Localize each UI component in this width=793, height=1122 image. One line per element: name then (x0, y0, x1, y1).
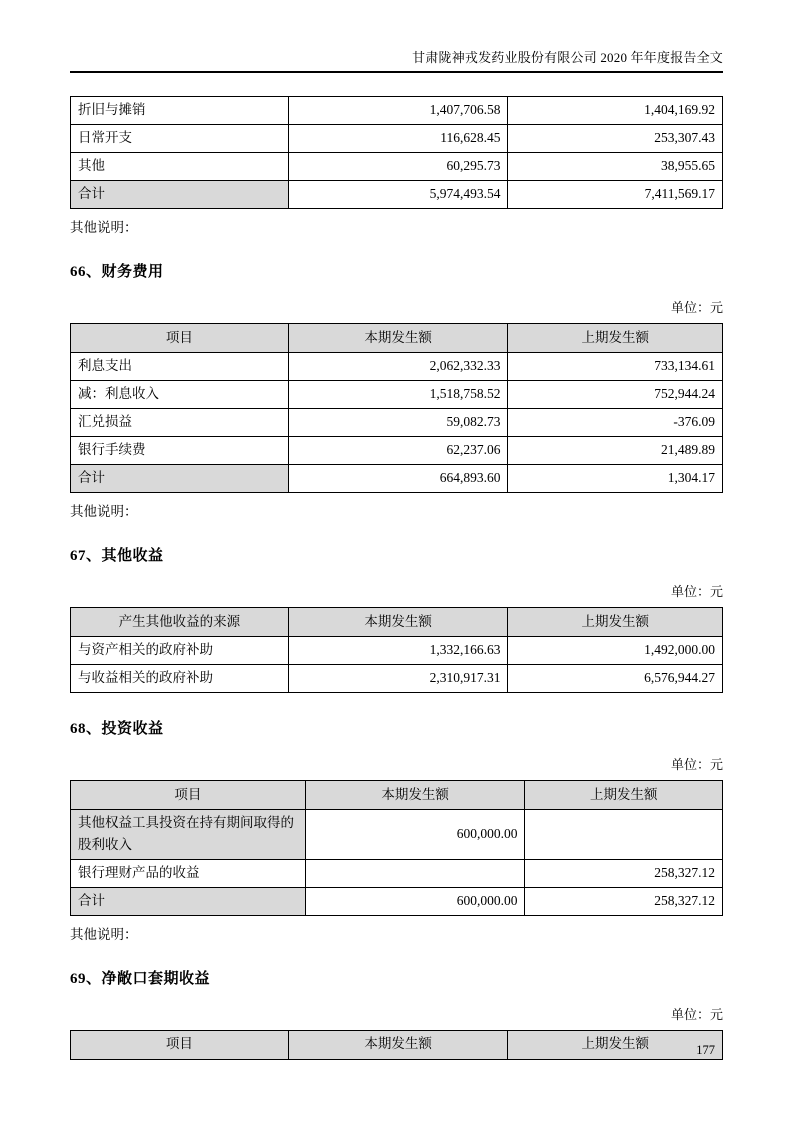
current-period-total: 664,893.60 (288, 465, 508, 493)
current-period-value: 1,518,758.52 (288, 381, 508, 409)
section-66-heading: 66、财务费用 (70, 264, 164, 280)
table-row (71, 637, 723, 665)
table-header-row (71, 781, 723, 810)
prior-period-value: 6,576,944.27 (508, 665, 723, 693)
current-period-value: 60,295.73 (288, 153, 508, 181)
unit-label: 单位：元 (670, 300, 723, 315)
current-period-total: 600,000.00 (305, 887, 525, 915)
table-row (71, 810, 723, 860)
prior-period-value: 253,307.43 (508, 125, 723, 153)
prior-period-total: 7,411,569.17 (508, 181, 723, 209)
column-header-item: 项目 (71, 324, 289, 353)
column-header-item: 项目 (71, 781, 306, 810)
column-header-source: 产生其他收益的来源 (71, 608, 289, 637)
column-header-current: 本期发生额 (288, 324, 508, 353)
prior-period-value: 752,944.24 (508, 381, 723, 409)
prior-period-total: 1,304.17 (508, 465, 723, 493)
document-title: 甘肃陇神戎发药业股份有限公司 2020 年年度报告全文 (412, 50, 723, 65)
row-label: 利息支出 (71, 353, 289, 381)
other-income-table (70, 607, 723, 693)
prior-period-value: 1,404,169.92 (508, 97, 723, 125)
column-header-prior: 上期发生额 (508, 1030, 723, 1059)
row-label: 减：利息收入 (71, 381, 289, 409)
prior-period-total: 258,327.12 (525, 887, 723, 915)
current-period-value: 59,082.73 (288, 409, 508, 437)
section-67-heading: 67、其他收益 (70, 548, 164, 564)
current-period-total: 5,974,493.54 (288, 181, 508, 209)
current-period-value: 1,332,166.63 (288, 637, 508, 665)
prior-period-value: -376.09 (508, 409, 723, 437)
prior-period-value: 733,134.61 (508, 353, 723, 381)
current-period-value: 1,407,706.58 (288, 97, 508, 125)
column-header-current: 本期发生额 (288, 608, 508, 637)
table-row (71, 859, 723, 887)
investment-income-table (70, 780, 723, 916)
other-note: 其他说明： (70, 926, 138, 942)
other-note: 其他说明： (70, 220, 138, 235)
prior-period-value: 1,492,000.00 (508, 637, 723, 665)
row-label: 与收益相关的政府补助 (71, 665, 289, 693)
column-header-prior: 上期发生额 (508, 324, 723, 353)
table-row (71, 125, 723, 153)
table-row (71, 153, 723, 181)
unit-label: 单位：元 (670, 757, 723, 772)
total-row (71, 465, 723, 493)
prior-period-value: 258,327.12 (525, 859, 723, 887)
row-label: 其他 (71, 153, 289, 181)
table-header-row (71, 324, 723, 353)
net-hedging-income-table (70, 1030, 723, 1060)
table-row (71, 665, 723, 693)
column-header-item: 项目 (71, 1030, 289, 1059)
table-row (71, 409, 723, 437)
total-row (71, 887, 723, 915)
column-header-current: 本期发生额 (288, 1030, 508, 1059)
total-row-label: 合计 (71, 181, 289, 209)
current-period-value (305, 859, 525, 887)
table-header-row (71, 608, 723, 637)
unit-label: 单位：元 (670, 1006, 723, 1022)
column-header-current: 本期发生额 (305, 781, 525, 810)
column-header-prior: 上期发生额 (525, 781, 723, 810)
total-row (71, 181, 723, 209)
table-header-row (71, 1030, 723, 1059)
carryover-expense-table (70, 96, 723, 209)
row-label: 与资产相关的政府补助 (71, 637, 289, 665)
table-row (71, 353, 723, 381)
table-row (71, 381, 723, 409)
table-row (71, 437, 723, 465)
column-header-prior: 上期发生额 (508, 608, 723, 637)
prior-period-value: 38,955.65 (508, 153, 723, 181)
row-label: 汇兑损益 (71, 409, 289, 437)
page-number: 177 (696, 1043, 715, 1057)
total-row-label: 合计 (71, 465, 289, 493)
current-period-value: 600,000.00 (305, 810, 525, 860)
total-row-label: 合计 (71, 887, 306, 915)
current-period-value: 2,062,332.33 (288, 353, 508, 381)
financial-expenses-table (70, 323, 723, 493)
row-label: 日常开支 (71, 125, 289, 153)
current-period-value: 116,628.45 (288, 125, 508, 153)
current-period-value: 2,310,917.31 (288, 665, 508, 693)
section-68-heading: 68、投资收益 (70, 721, 164, 737)
document-header (70, 0, 723, 73)
row-label: 银行手续费 (71, 437, 289, 465)
other-note: 其他说明： (70, 504, 138, 519)
prior-period-value (525, 810, 723, 860)
table-row (71, 97, 723, 125)
section-69-heading: 69、净敞口套期收益 (70, 970, 211, 987)
row-label: 其他权益工具投资在持有期间取得的股利收入 (71, 810, 306, 860)
row-label: 银行理财产品的收益 (71, 859, 306, 887)
unit-label: 单位：元 (670, 584, 723, 599)
current-period-value: 62,237.06 (288, 437, 508, 465)
prior-period-value: 21,489.89 (508, 437, 723, 465)
row-label: 折旧与摊销 (71, 97, 289, 125)
